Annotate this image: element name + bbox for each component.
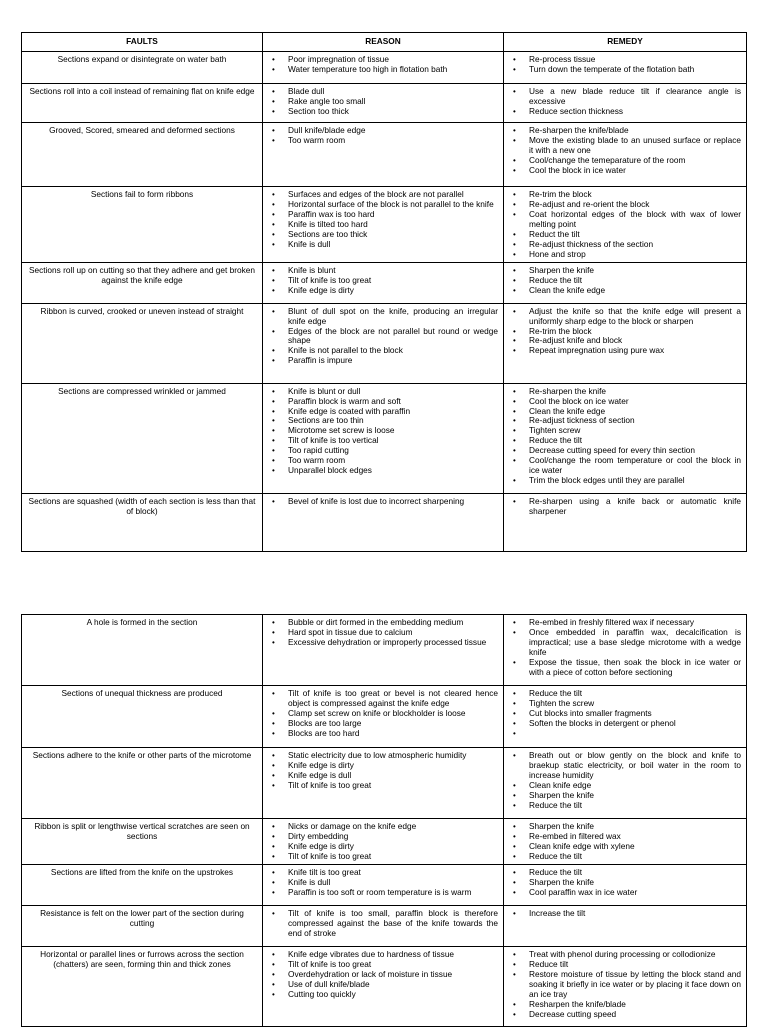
remedy-item: • Re-trim the block — [509, 190, 741, 200]
remedy-cell — [504, 686, 747, 748]
remedy-list — [509, 618, 741, 678]
reason-list — [268, 689, 498, 739]
remedy-item: • Expose the tissue, then soak the block in ice water or with a piece of cotton before sectioning — [509, 658, 741, 678]
fault-cell: Sections are lifted from the knife on the upstrokes — [22, 865, 263, 906]
reason-item: • Paraffin is impure — [268, 356, 498, 366]
reason-item: • Edges of the block are not parallel but round or wedge shape — [268, 327, 498, 347]
table-row — [22, 686, 747, 748]
reason-list — [268, 126, 498, 146]
table-row — [22, 83, 747, 122]
remedy-cell — [504, 865, 747, 906]
remedy-item: • Tighten screw — [509, 426, 741, 436]
reason-item: • Static electricity due to low atmospheric humidity — [268, 751, 498, 761]
header-reason: REASON — [263, 33, 504, 52]
remedy-item: • Reduce tilt — [509, 960, 741, 970]
remedy-item: • Cool the block in ice water — [509, 166, 741, 176]
remedy-item: • Turn down the temperate of the flotation bath — [509, 65, 741, 75]
remedy-item: • Re-embed in freshly filtered wax if necessary — [509, 618, 741, 628]
remedy-item: • Re-sharpen using a knife back or automatic knife sharpener — [509, 497, 741, 517]
remedy-item: • Reduce the tilt — [509, 689, 741, 699]
remedy-cell — [504, 186, 747, 262]
remedy-item: • Increase the tilt — [509, 909, 741, 919]
fault-cell: Sections expand or disintegrate on water bath — [22, 51, 263, 83]
remedy-item: • Decrease cutting speed — [509, 1010, 741, 1020]
reason-item: • Water temperature too high in flotation bath — [268, 65, 498, 75]
reason-cell — [263, 906, 504, 947]
remedy-list — [509, 950, 741, 1020]
remedy-list — [509, 497, 741, 517]
reason-list — [268, 87, 498, 117]
remedy-item: • Re-trim the block — [509, 327, 741, 337]
fault-cell: Sections roll into a coil instead of remaining flat on knife edge — [22, 83, 263, 122]
reason-cell — [263, 83, 504, 122]
reason-item: • Dirty embedding — [268, 832, 498, 842]
fault-cell: Ribbon is split or lengthwise vertical scratches are seen on sections — [22, 819, 263, 865]
reason-item: • Bubble or dirt formed in the embedding medium — [268, 618, 498, 628]
reason-item: • Knife is tilted too hard — [268, 220, 498, 230]
reason-item: • Clamp set screw on knife or blockholder is loose — [268, 709, 498, 719]
reason-item: • Sections are too thin — [268, 416, 498, 426]
reason-item: • Sections are too thick — [268, 230, 498, 240]
remedy-item: • Coat horizontal edges of the block with wax of lower melting point — [509, 210, 741, 230]
remedy-cell — [504, 819, 747, 865]
remedy-item: • Move the existing blade to an unused surface or replace it with a new one — [509, 136, 741, 156]
reason-item: • Knife edge is dirty — [268, 286, 498, 296]
remedy-item: • Reduce the tilt — [509, 436, 741, 446]
table-row — [22, 615, 747, 686]
table-row — [22, 947, 747, 1027]
reason-item: • Horizontal surface of the block is not parallel to the knife — [268, 200, 498, 210]
remedy-item: • Cool paraffin wax in ice water — [509, 888, 741, 898]
remedy-item: • Re-process tissue — [509, 55, 741, 65]
reason-item: • Knife tilt is too great — [268, 868, 498, 878]
remedy-cell — [504, 615, 747, 686]
fault-cell: Sections of unequal thickness are produced — [22, 686, 263, 748]
remedy-item: • Re-adjust knife and block — [509, 336, 741, 346]
reason-list — [268, 307, 498, 367]
reason-cell — [263, 383, 504, 493]
reason-item: • Knife is not parallel to the block — [268, 346, 498, 356]
reason-item: • Knife is blunt — [268, 266, 498, 276]
remedy-item: • Reduce the tilt — [509, 276, 741, 286]
reason-item: • Too rapid cutting — [268, 446, 498, 456]
remedy-cell — [504, 493, 747, 551]
reason-item: • Bevel of knife is lost due to incorrect sharpening — [268, 497, 498, 507]
remedy-item: • Sharpen the knife — [509, 791, 741, 801]
reason-item: • Knife is blunt or dull — [268, 387, 498, 397]
remedy-item: • Re-embed in filtered wax — [509, 832, 741, 842]
reason-cell — [263, 493, 504, 551]
fault-cell: Grooved, Scored, smeared and deformed sections — [22, 122, 263, 186]
reason-item: • Blunt of dull spot on the knife, producing an irregular knife edge — [268, 307, 498, 327]
reason-cell — [263, 262, 504, 303]
reason-cell — [263, 122, 504, 186]
fault-cell: Sections adhere to the knife or other parts of the microtome — [22, 748, 263, 819]
reason-item: • Knife is dull — [268, 878, 498, 888]
reason-item: • Excessive dehydration or improperly processed tissue — [268, 638, 498, 648]
remedy-list — [509, 190, 741, 260]
remedy-list — [509, 822, 741, 862]
table-row — [22, 262, 747, 303]
remedy-item: • Cool/change the room temperature or cool the block in ice water — [509, 456, 741, 476]
reason-item: • Rake angle too small — [268, 97, 498, 107]
remedy-cell — [504, 748, 747, 819]
table-row — [22, 748, 747, 819]
remedy-item: • Clean the knife edge — [509, 407, 741, 417]
reason-cell — [263, 819, 504, 865]
remedy-item: • Cut blocks into smaller fragments — [509, 709, 741, 719]
remedy-item: • Reduct the tilt — [509, 230, 741, 240]
reason-list — [268, 909, 498, 939]
reason-item: • Tilt of knife is too small, paraffin block is therefore compressed against the base of the knife towards the end of stroke — [268, 909, 498, 939]
reason-item: • Too warm room — [268, 456, 498, 466]
remedy-item: • Re-sharpen the knife — [509, 387, 741, 397]
remedy-item: • Re-adjust thickness of the section — [509, 240, 741, 250]
reason-item: • Microtome set screw is loose — [268, 426, 498, 436]
remedy-item: • Use a new blade reduce tilt if clearance angle is excessive — [509, 87, 741, 107]
remedy-item: • Reduce section thickness — [509, 107, 741, 117]
remedy-cell — [504, 83, 747, 122]
table-row — [22, 865, 747, 906]
reason-item: • Hard spot in tissue due to calcium — [268, 628, 498, 638]
reason-item: • Blade dull — [268, 87, 498, 97]
remedy-item: • Sharpen the knife — [509, 266, 741, 276]
fault-cell: Horizontal or parallel lines or furrows across the section (chatters) are seen, forming thin and thick zones — [22, 947, 263, 1027]
reason-cell — [263, 615, 504, 686]
remedy-item: • Hone and strop — [509, 250, 741, 260]
remedy-list — [509, 126, 741, 176]
reason-item: • Knife edge is coated with paraffin — [268, 407, 498, 417]
reason-item: • Dull knife/blade edge — [268, 126, 498, 136]
remedy-item: • Soften the blocks in detergent or phenol — [509, 719, 741, 729]
remedy-item: • Reduce the tilt — [509, 801, 741, 811]
reason-cell — [263, 748, 504, 819]
fault-cell: Sections are squashed (width of each section is less than that of block) — [22, 493, 263, 551]
remedy-item: • Reduce the tilt — [509, 852, 741, 862]
remedy-item: • Clean the knife edge — [509, 286, 741, 296]
remedy-item: • Cool/change the temeparature of the room — [509, 156, 741, 166]
remedy-item: • Reduce the tilt — [509, 868, 741, 878]
reason-item: • Knife is dull — [268, 240, 498, 250]
reason-item: • Paraffin is too soft or room temperature is is warm — [268, 888, 498, 898]
reason-item: • Tilt of knife is too great — [268, 852, 498, 862]
table-row — [22, 303, 747, 383]
reason-cell — [263, 51, 504, 83]
remedy-list — [509, 266, 741, 296]
table-row — [22, 906, 747, 947]
remedy-list — [509, 55, 741, 75]
reason-item: • Blocks are too large — [268, 719, 498, 729]
fault-cell: A hole is formed in the section — [22, 615, 263, 686]
remedy-item: • Cool the block on ice water — [509, 397, 741, 407]
reason-item: • Tilt of knife is too great — [268, 960, 498, 970]
reason-item: • Paraffin block is warm and soft — [268, 397, 498, 407]
fault-cell: Ribbon is curved, crooked or uneven instead of straight — [22, 303, 263, 383]
troubleshooting-table-2 — [21, 614, 747, 1027]
remedy-list — [509, 751, 741, 811]
reason-item: • Nicks or damage on the knife edge — [268, 822, 498, 832]
remedy-cell — [504, 947, 747, 1027]
remedy-item: • Resharpen the knife/blade — [509, 1000, 741, 1010]
remedy-cell — [504, 262, 747, 303]
reason-list — [268, 55, 498, 75]
reason-list — [268, 822, 498, 862]
reason-item: • Tilt of knife is too vertical — [268, 436, 498, 446]
remedy-item: • Sharpen the knife — [509, 822, 741, 832]
reason-item: • Paraffin wax is too hard — [268, 210, 498, 220]
reason-list — [268, 868, 498, 898]
remedy-item: • Re-adjust tickness of section — [509, 416, 741, 426]
reason-item: • Poor impregnation of tissue — [268, 55, 498, 65]
reason-list — [268, 497, 498, 507]
fault-cell: Sections roll up on cutting so that they adhere and get broken against the knife edge — [22, 262, 263, 303]
table-row — [22, 493, 747, 551]
remedy-item: • Sharpen the knife — [509, 878, 741, 888]
reason-item: • Knife edge vibrates due to hardness of tissue — [268, 950, 498, 960]
remedy-cell — [504, 122, 747, 186]
reason-item: • Cutting too quickly — [268, 990, 498, 1000]
fault-cell: Sections are compressed wrinkled or jammed — [22, 383, 263, 493]
remedy-item: • Once embedded in paraffin wax, decalcification is impractical; use a base sledge microtome with a wedge knife — [509, 628, 741, 658]
remedy-list — [509, 307, 741, 357]
remedy-list — [509, 689, 741, 729]
remedy-list — [509, 87, 741, 117]
remedy-item: • Restore moisture of tissue by letting the block stand and soaking it briefly in ice water or by placing it face down on an ice tray — [509, 970, 741, 1000]
remedy-item: • Tighten the screw — [509, 699, 741, 709]
reason-item: • Surfaces and edges of the block are not parallel — [268, 190, 498, 200]
remedy-list — [509, 868, 741, 898]
reason-list — [268, 618, 498, 648]
reason-item: • Blocks are too hard — [268, 729, 498, 739]
remedy-list — [509, 387, 741, 487]
fault-cell: Sections fail to form ribbons — [22, 186, 263, 262]
reason-item: • Knife edge is dirty — [268, 761, 498, 771]
reason-item: • Tilt of knife is too great — [268, 276, 498, 286]
reason-item: • Knife edge is dirty — [268, 842, 498, 852]
remedy-list — [509, 909, 741, 919]
reason-cell — [263, 186, 504, 262]
table-row — [22, 186, 747, 262]
fault-cell: Resistance is felt on the lower part of the section during cutting — [22, 906, 263, 947]
remedy-item: • Adjust the knife so that the knife edge will present a uniformly sharp edge to the block or sharpen — [509, 307, 741, 327]
table-row — [22, 819, 747, 865]
reason-item: • Too warm room — [268, 136, 498, 146]
header-row — [22, 33, 747, 52]
remedy-item: • Repeat impregnation using pure wax — [509, 346, 741, 356]
reason-cell — [263, 303, 504, 383]
reason-list — [268, 751, 498, 791]
remedy-item: • Decrease cutting speed for every thin section — [509, 446, 741, 456]
reason-list — [268, 266, 498, 296]
remedy-item: • Clean knife edge — [509, 781, 741, 791]
remedy-item: • Treat with phenol during processing or collodionize — [509, 950, 741, 960]
header-faults: FAULTS — [22, 33, 263, 52]
remedy-item: • Re-sharpen the knife/blade — [509, 126, 741, 136]
reason-cell — [263, 947, 504, 1027]
reason-item: • Use of dull knife/blade — [268, 980, 498, 990]
reason-list — [268, 950, 498, 1000]
remedy-cell — [504, 303, 747, 383]
reason-item: • Unparallel block edges — [268, 466, 498, 476]
reason-item: • Knife edge is dull — [268, 771, 498, 781]
reason-cell — [263, 686, 504, 748]
remedy-item: • Trim the block edges until they are parallel — [509, 476, 741, 486]
reason-list — [268, 190, 498, 250]
table-row — [22, 51, 747, 83]
table-row — [22, 122, 747, 186]
reason-item: • Overdehydration or lack of moisture in tissue — [268, 970, 498, 980]
troubleshooting-table-1 — [21, 32, 747, 552]
header-remedy: REMEDY — [504, 33, 747, 52]
remedy-item: • Clean knife edge with xylene — [509, 842, 741, 852]
table-row — [22, 383, 747, 493]
remedy-cell — [504, 51, 747, 83]
remedy-cell — [504, 383, 747, 493]
reason-item: • Tilt of knife is too great — [268, 781, 498, 791]
reason-cell — [263, 865, 504, 906]
reason-list — [268, 387, 498, 477]
remedy-item: • Breath out or blow gently on the block and knife to braekup static electricity, or boil water in the room to increase humidity — [509, 751, 741, 781]
reason-item: • Tilt of knife is too great or bevel is not cleared hence object is compressed against the knife edge — [268, 689, 498, 709]
reason-item: • Section too thick — [268, 107, 498, 117]
remedy-item: • Re-adjust and re-orient the block — [509, 200, 741, 210]
remedy-cell — [504, 906, 747, 947]
